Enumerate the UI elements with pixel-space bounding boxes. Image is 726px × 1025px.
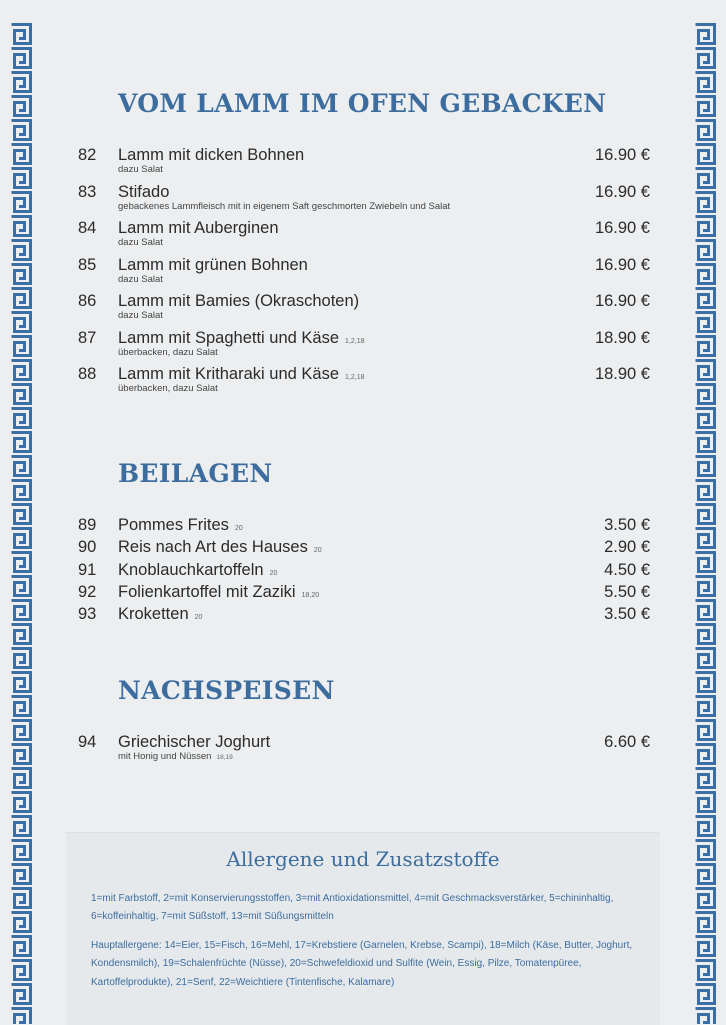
item-price: 16.90 € [594,255,650,274]
beilagen-menu-list [78,516,650,627]
menu-item [78,256,650,293]
item-name: Lamm mit dicken Bohnen [118,146,305,164]
item-description: gebackenes Lammfleisch mit in eigenem Saft geschmorten Zwiebeln und Salat [118,200,451,212]
allergen-codes: 18,19 [216,754,233,761]
item-number: 86 [78,292,97,310]
item-name: Lamm mit Spaghetti und Käse 1,2,18 [118,328,365,347]
item-price: 3.50 € [604,516,650,534]
item-description: dazu Salat [118,164,163,175]
item-name: Pommes Frites 20 [118,516,243,534]
item-description: überbacken, dazu Salat [118,383,218,394]
item-number: 83 [78,182,97,201]
item-number: 91 [78,560,97,579]
item-name: Reis nach Art des Hauses 20 [118,538,322,557]
item-number: 92 [78,582,97,601]
item-price: 16.90 € [594,219,650,237]
item-price: 5.50 € [604,582,650,601]
item-number: 89 [78,516,97,534]
item-price: 16.90 € [594,182,650,201]
menu-item [78,583,650,605]
item-number: 88 [78,365,97,383]
item-description: dazu Salat [118,273,163,285]
allergen-codes: 20 [194,614,203,622]
item-name: Knoblauchkartoffeln 20 [118,560,278,579]
item-number: 87 [78,328,97,347]
menu-item [78,292,650,329]
item-number: 85 [78,255,97,274]
item-name: Lamm mit Bamies (Okraschoten) [118,292,360,310]
menu-item [78,516,650,538]
item-description: überbacken, dazu Salat [118,346,218,358]
menu-item [78,146,650,183]
item-number: 90 [78,538,97,557]
additives-text: 1=mit Farbstoff, 2=mit Konservierungsstoffen, 3=mit Antioxidationsmittel, 4=mit Geschmacksverstärker, 5=chininhaltig, 6=koffeinhaltig, 7=mit Süßstoff, 13=mit Süßungsmitteln [91,893,614,923]
allergen-codes: 1,2,18 [345,337,365,345]
item-number: 94 [78,733,97,751]
greek-key-border-right [693,22,717,1024]
item-number: 84 [78,219,97,237]
item-name: Kroketten 20 [118,605,203,624]
allergen-codes: 20 [313,547,322,555]
allergen-info-box [66,832,660,1025]
lamm-menu-list [78,146,650,402]
section-title-nachspeisen: NACHSPEISEN [118,676,335,705]
item-description: dazu Salat [118,237,163,248]
menu-item [78,538,650,560]
item-price: 3.50 € [604,605,650,624]
menu-item [78,561,650,583]
item-price: 4.50 € [604,560,650,579]
menu-item [78,219,650,256]
section-title-lamm: VOM LAMM IM OFEN GEBACKEN [118,89,607,118]
greek-key-border-left [9,22,33,1024]
allergen-codes: 18,20 [301,591,320,599]
allergen-codes: 20 [234,525,243,532]
item-price: 6.60 € [604,733,650,751]
item-price: 18.90 € [594,328,650,347]
item-price: 18.90 € [594,365,650,383]
item-description: mit Honig und Nüssen 18,19 [118,751,233,762]
item-name: Folienkartoffel mit Zaziki 18,20 [118,582,320,601]
menu-item [78,605,650,627]
menu-item [78,183,650,220]
item-name: Lamm mit Kritharaki und Käse 1,2,18 [118,365,365,383]
item-name: Lamm mit grünen Bohnen [118,255,308,274]
menu-item [78,733,650,762]
item-name: Lamm mit Auberginen [118,219,279,237]
menu-item [78,329,650,366]
item-price: 16.90 € [594,292,650,310]
nachspeisen-menu-list [78,733,650,762]
item-number: 82 [78,146,97,164]
allergen-title: Allergene und Zusatzstoffe [226,847,500,871]
item-price: 16.90 € [594,146,650,164]
item-description: dazu Salat [118,310,163,321]
item-number: 93 [78,605,97,624]
item-name: Griechischer Joghurt [118,733,271,751]
allergen-codes: 20 [269,569,278,577]
allergen-codes: 1,2,18 [345,374,365,381]
section-title-beilagen: BEILAGEN [118,459,273,488]
item-price: 2.90 € [604,538,650,557]
main-allergens-text: Hauptallergene: 14=Eier, 15=Fisch, 16=Mehl, 17=Krebstiere (Garnelen, Krebse, Scampi), 18=Milch (Käse, Butter, Joghurt, Kondensmilch), 19=Schalenfrüchte (Nüsse), 20=Schwefeldioxid und Sulfite (Wein, Essig, Pilze, Tomatenpüree, Kartoffelprodukte), 21=Senf, 22=Weichtiere (Tintenfische, Kalamare) [91,940,633,988]
item-name: Stifado [118,182,170,201]
menu-item [78,365,650,402]
